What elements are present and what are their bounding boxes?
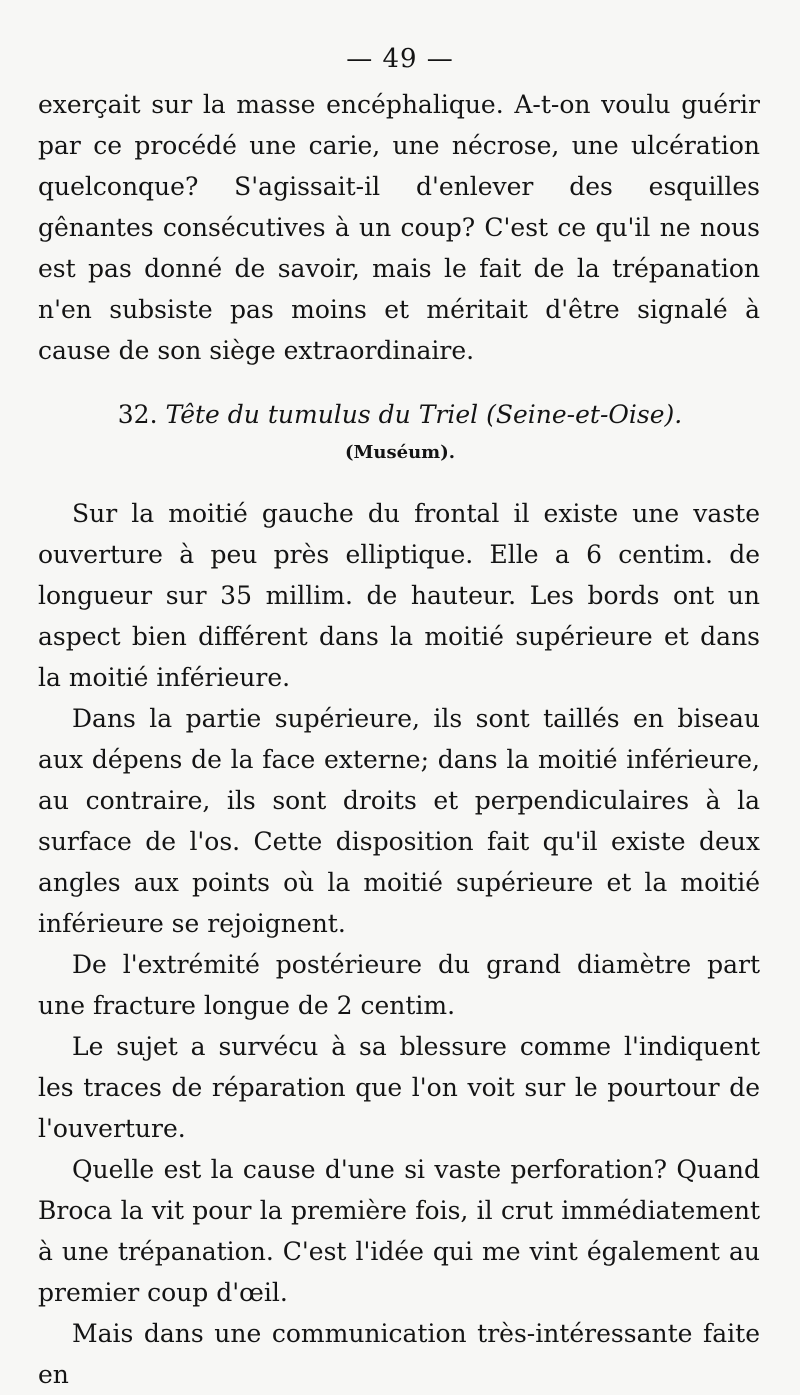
section-title: Tête du tumulus du Triel (Seine-et-Oise). (165, 400, 683, 429)
paragraph: Quelle est la cause d'une si vaste perforation? Quand Broca la vit pour la première fois, il crut immédiatement à une trépanation. C'est l'idée qui me vint également au premier coup d'œil. (38, 1155, 760, 1307)
intro-text-block (38, 84, 760, 371)
page-number: — 49 — (346, 44, 454, 74)
paragraph: Dans la partie supérieure, ils sont taillés en biseau aux dépens de la face externe; dans la moitié inférieure, au contraire, ils sont droits et perpendiculaires à la surface de l'os. Cette disposition fait qu'il existe deux angles aux points où la moitié supérieure et la moitié inférieure se rejoignent. (38, 704, 760, 938)
section-number: 32. (117, 400, 158, 429)
paragraph: De l'extrémité postérieure du grand diamètre part une fracture longue de 2 centim. (38, 950, 760, 1020)
paragraph: Mais dans une communication très-intéressante faite en (38, 1319, 760, 1389)
paragraph: Sur la moitié gauche du frontal il existe une vaste ouverture à peu près elliptique. Elle a 6 centim. de longueur sur 35 millim. de hauteur. Les bords ont un aspect bien différent dans la moitié supérieure et dans la moitié inférieure. (38, 499, 760, 692)
section-subtitle: (Muséum). (344, 442, 456, 463)
section-heading (0, 398, 800, 432)
section-text-block (38, 493, 760, 1395)
intro-paragraph: exerçait sur la masse encéphalique. A-t-on voulu guérir par ce procédé une carie, une nécrose, une ulcération quelconque? S'agissait-il d'enlever des esquilles gênantes consécutives à un coup? C'est ce qu'il ne nous est pas donné de savoir, mais le fait de la trépanation n'en subsiste pas moins et méritait d'être signalé à cause de son siège extraordinaire. (38, 90, 760, 365)
paragraph: Le sujet a survécu à sa blessure comme l'indiquent les traces de réparation que l'on voit sur le pourtour de l'ouverture. (38, 1032, 760, 1143)
